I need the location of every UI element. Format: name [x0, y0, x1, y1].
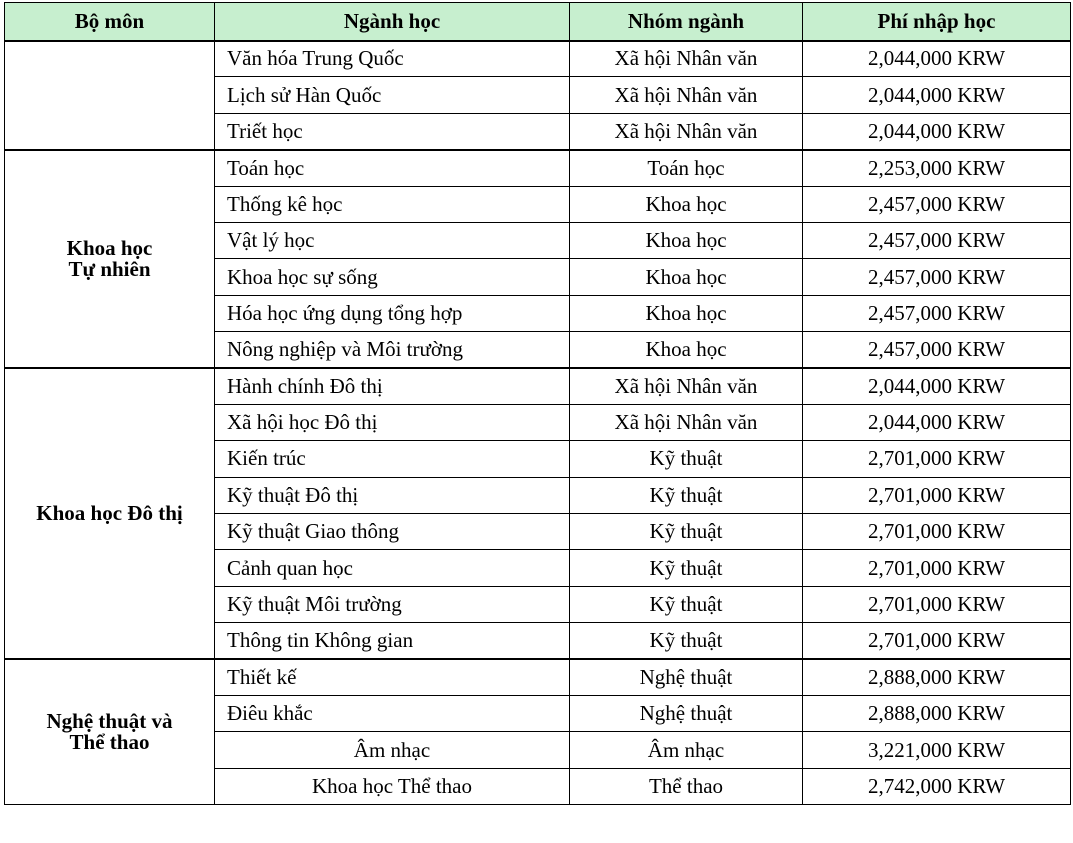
group-cell: Âm nhạc	[570, 732, 803, 768]
fee-cell: 2,701,000 KRW	[803, 477, 1071, 513]
department-name-line: Tự nhiên	[68, 256, 151, 281]
fee-cell: 2,701,000 KRW	[803, 586, 1071, 622]
department-cell-arts-sports	[5, 659, 215, 805]
major-cell: Thiết kế	[215, 659, 570, 695]
major-cell: Hóa học ứng dụng tổng hợp	[215, 295, 570, 331]
group-cell: Nghệ thuật	[570, 659, 803, 695]
group-cell: Xã hội Nhân văn	[570, 113, 803, 149]
tuition-fee-table	[4, 2, 1071, 805]
major-cell: Kỹ thuật Đô thị	[215, 477, 570, 513]
group-cell: Kỹ thuật	[570, 514, 803, 550]
fee-cell: 3,221,000 KRW	[803, 732, 1071, 768]
major-cell: Triết học	[215, 113, 570, 149]
major-cell: Văn hóa Trung Quốc	[215, 41, 570, 77]
fee-cell: 2,742,000 KRW	[803, 768, 1071, 804]
major-cell: Hành chính Đô thị	[215, 368, 570, 404]
fee-cell: 2,457,000 KRW	[803, 222, 1071, 258]
fee-cell: 2,044,000 KRW	[803, 368, 1071, 404]
table-row	[5, 659, 1071, 695]
major-cell: Thống kê học	[215, 186, 570, 222]
fee-cell: 2,044,000 KRW	[803, 77, 1071, 113]
group-cell: Xã hội Nhân văn	[570, 368, 803, 404]
major-cell: Khoa học Thể thao	[215, 768, 570, 804]
group-cell: Xã hội Nhân văn	[570, 404, 803, 440]
fee-cell: 2,253,000 KRW	[803, 150, 1071, 186]
header-group: Nhóm ngành	[570, 3, 803, 41]
fee-cell: 2,701,000 KRW	[803, 623, 1071, 659]
department-name-line: Nghệ thuật và	[46, 709, 173, 734]
group-cell: Xã hội Nhân văn	[570, 77, 803, 113]
header-department: Bộ môn	[5, 3, 215, 41]
major-cell: Điêu khắc	[215, 696, 570, 732]
department-name-line: Khoa học	[66, 235, 153, 260]
major-cell: Kiến trúc	[215, 441, 570, 477]
department-cell-natural-science	[5, 150, 215, 368]
group-cell: Xã hội Nhân văn	[570, 41, 803, 77]
major-cell: Kỹ thuật Giao thông	[215, 514, 570, 550]
header-row	[5, 3, 1071, 41]
table-row	[5, 150, 1071, 186]
group-cell: Khoa học	[570, 186, 803, 222]
table-row	[5, 41, 1071, 77]
fee-cell: 2,044,000 KRW	[803, 113, 1071, 149]
group-cell: Kỹ thuật	[570, 550, 803, 586]
group-cell: Khoa học	[570, 259, 803, 295]
major-cell: Thông tin Không gian	[215, 623, 570, 659]
group-cell: Kỹ thuật	[570, 623, 803, 659]
fee-cell: 2,701,000 KRW	[803, 550, 1071, 586]
group-cell: Nghệ thuật	[570, 696, 803, 732]
group-cell: Khoa học	[570, 295, 803, 331]
fee-cell: 2,888,000 KRW	[803, 659, 1071, 695]
group-cell: Toán học	[570, 150, 803, 186]
group-cell: Thể thao	[570, 768, 803, 804]
fee-cell: 2,044,000 KRW	[803, 41, 1071, 77]
group-cell: Kỹ thuật	[570, 441, 803, 477]
major-cell: Toán học	[215, 150, 570, 186]
group-cell: Khoa học	[570, 332, 803, 368]
major-cell: Kỹ thuật Môi trường	[215, 586, 570, 622]
department-cell-humanities	[5, 41, 215, 150]
major-cell: Cảnh quan học	[215, 550, 570, 586]
table-row	[5, 368, 1071, 404]
major-cell: Lịch sử Hàn Quốc	[215, 77, 570, 113]
fee-cell: 2,701,000 KRW	[803, 441, 1071, 477]
fee-cell: 2,457,000 KRW	[803, 259, 1071, 295]
fee-cell: 2,457,000 KRW	[803, 295, 1071, 331]
major-cell: Nông nghiệp và Môi trường	[215, 332, 570, 368]
group-cell: Khoa học	[570, 222, 803, 258]
header-fee: Phí nhập học	[803, 3, 1071, 41]
major-cell: Xã hội học Đô thị	[215, 404, 570, 440]
fee-cell: 2,888,000 KRW	[803, 696, 1071, 732]
major-cell: Khoa học sự sống	[215, 259, 570, 295]
group-cell: Kỹ thuật	[570, 586, 803, 622]
fee-cell: 2,044,000 KRW	[803, 404, 1071, 440]
department-name-line: Thể thao	[69, 730, 150, 755]
fee-cell: 2,701,000 KRW	[803, 514, 1071, 550]
major-cell: Vật lý học	[215, 222, 570, 258]
fee-cell: 2,457,000 KRW	[803, 186, 1071, 222]
group-cell: Kỹ thuật	[570, 477, 803, 513]
fee-cell: 2,457,000 KRW	[803, 332, 1071, 368]
major-cell: Âm nhạc	[215, 732, 570, 768]
header-major: Ngành học	[215, 3, 570, 41]
department-cell-urban-science: Khoa học Đô thị	[5, 368, 215, 659]
